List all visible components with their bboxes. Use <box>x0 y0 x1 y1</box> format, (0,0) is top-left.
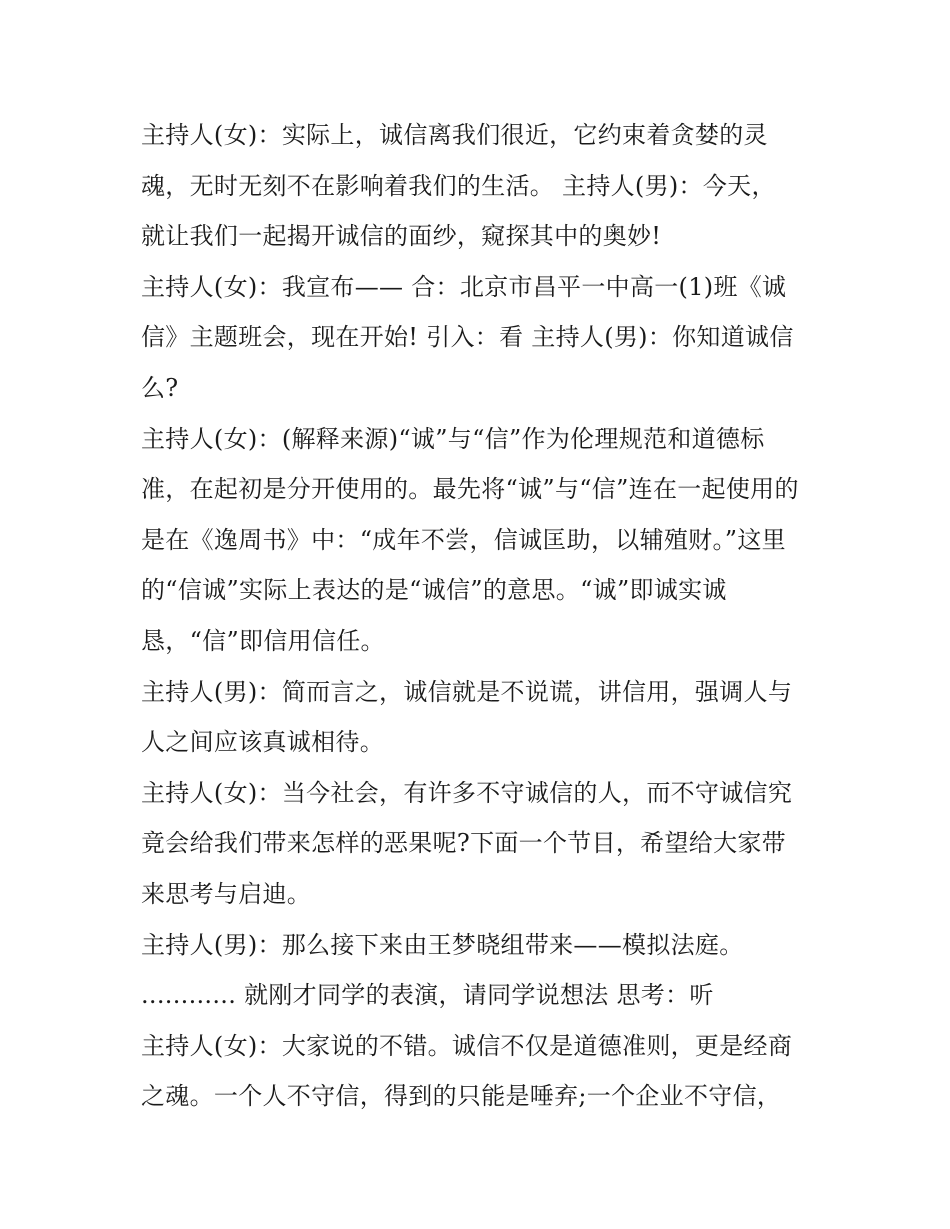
text-line: 的“信诚”实际上表达的是“诚信”的意思。“诚”即诚实诚 <box>141 576 727 605</box>
text-line: 恳，“信”即信用信任。 <box>141 626 385 655</box>
text-line: 主持人(女)：大家说的不错。诚信不仅是道德准则，更是经商 <box>141 1031 793 1060</box>
text-line: ............ 就刚才同学的表演，请同学说想法 思考：听 <box>141 981 714 1010</box>
text-line: 主持人(男)：简而言之，诚信就是不说谎，讲信用，强调人与 <box>141 677 793 706</box>
text-line: 主持人(女)：实际上，诚信离我们很近，它约束着贪婪的灵 <box>141 121 768 149</box>
text-line: 么? <box>141 373 179 402</box>
text-line: 来思考与启迪。 <box>141 879 312 908</box>
text-line: 人之间应该真诚相待。 <box>141 728 384 757</box>
text-line: 是在《逸周书》中：“成年不尝，信诚匡助，以辅殖财。”这里 <box>141 525 786 554</box>
text-line: 信》主题班会，现在开始! 引入：看 主持人(男)：你知道诚信 <box>141 323 794 352</box>
text-line: 准，在起初是分开使用的。最先将“诚”与“信”连在一起使用的 <box>141 475 799 504</box>
text-line: 之魂。一个人不守信，得到的只能是唾弃;一个企业不守信， <box>141 1082 782 1111</box>
text-line: 竟会给我们带来怎样的恶果呢?下面一个节目，希望给大家带 <box>141 829 786 858</box>
text-line: 主持人(男)：那么接下来由王梦晓组带来——模拟法庭。 <box>141 930 744 959</box>
text-line: 魂，无时无刻不在影响着我们的生活。 主持人(男)：今天， <box>141 171 776 200</box>
document-body <box>141 110 816 1122</box>
text-line: 主持人(女)：我宣布—— 合：北京市昌平一中高一(1)班《诚 <box>141 272 787 301</box>
text-line: 主持人(女)：当今社会，有许多不守诚信的人，而不守诚信究 <box>141 778 793 807</box>
text-line: 就让我们一起揭开诚信的面纱，窥探其中的奥妙! <box>141 222 662 251</box>
text-line: 主持人(女)：(解释来源)“诚”与“信”作为伦理规范和道德标 <box>141 424 765 453</box>
